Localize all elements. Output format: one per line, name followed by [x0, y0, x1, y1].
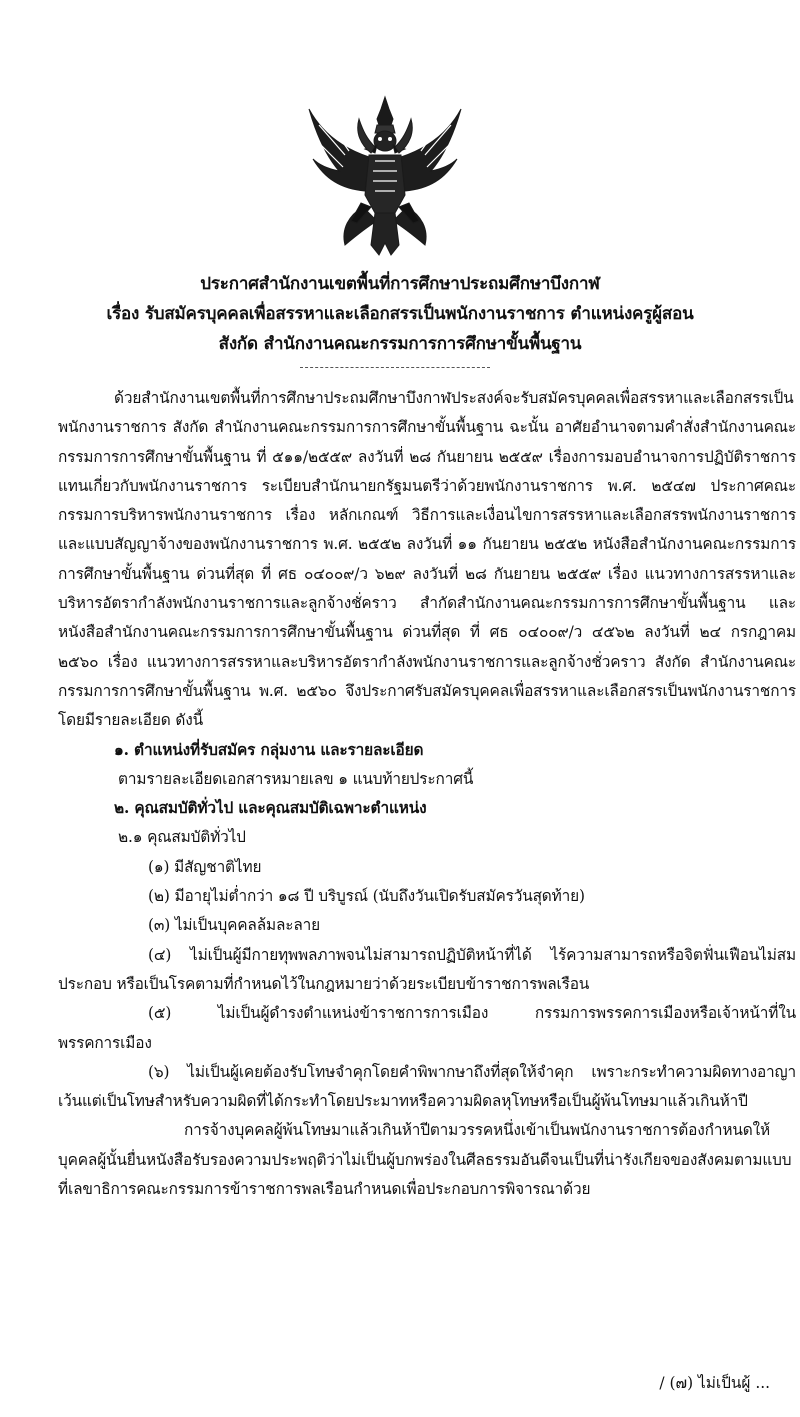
closing-paragraph: การจ้างบุคคลผู้พ้นโทษมาแล้วเกินห้าปีตามวรรคหนึ่งเข้าเป็นพนักงานราชการต้องกำหนดให้บุคคลผู้นั้นยื่นหนังสือรับรองความประพฤติว่าไม่เป็นผู้บกพร่องในศีลธรรมอันดีจนเป็นที่น่ารังเกียจของสังคมตามแบบที่เลขาธิการคณะกรรมการข้าราชการพลเรือนกำหนดเพื่อประกอบการพิจารณาด้วย [58, 1121, 792, 1199]
qualification-item: (๒) มีอายุไม่ต่ำกว่า ๑๘ ปี บริบูรณ์ (นับถึงวันเปิดรับสมัครวันสุดท้าย) [148, 887, 585, 906]
qualification-item: (๓) ไม่เป็นบุคคลล้มละลาย [148, 916, 321, 935]
qualification-item: (๖) ไม่เป็นผู้เคยต้องรับโทษจำคุกโดยคำพิพากษาถึงที่สุดให้จำคุก เพราะกระทำความผิดทางอาญา เว้นแต่เป็นโทษสำหรับความผิดที่ได้กระทำโดยประมาทหรือความผิดลหุโทษหรือเป็นผู้พ้นโทษมาแล้วเกินห้าปี [58, 1062, 796, 1111]
qualification-item: (๔) ไม่เป็นผู้มีกายทุพพลภาพจนไม่สามารถปฏิบัติหน้าที่ได้ ไร้ความสามารถหรือจิตฟั่นเฟือนไม่สมประกอบ หรือเป็นโรคตามที่กำหนดไว้ในกฎหมายว่าด้วยระเบียบข้าราชการพลเรือน [58, 945, 796, 993]
announcement-subject: เรื่อง รับสมัครบุคคลเพื่อสรรหาและเลือกสรรเป็นพนักงานราชการ ตำแหน่งครูผู้สอน [106, 304, 694, 324]
continuation-marker: / (๗) ไม่เป็นผู้ ... [659, 1374, 770, 1392]
intro-paragraph: ด้วยสำนักงานเขตพื้นที่การศึกษาประถมศึกษาบึงกาฬประสงค์จะรับสมัครบุคคลเพื่อสรรหาและเลือกสรรเป็นพนักงานราชการ สังกัด สำนักงานคณะกรรมการการศึกษาขั้นพื้นฐาน ฉะนั้น อาศัยอำนาจตามคำสั่งสำนักงานคณะกรรมการการศึกษาขั้นพื้นฐาน ที่ ๕๑๑/๒๕๕๙ ลงวันที่ ๒๘ กันยายน ๒๕๕๙ เรื่องการมอบอำนาจการปฏิบัติราชการแทนเกี่ยวกับพนักงานราชการ ระเบียบสำนักนายกรัฐมนตรีว่าด้วยพนักงานราชการ พ.ศ. ๒๕๔๗ ประกาศคณะกรรมการบริหารพนักงานราชการ เรื่อง หลักเกณฑ์ วิธีการและเงื่อนไขการสรรหาและเลือกสรรพนักงานราชการและแบบสัญญาจ้างของพนักงานราชการ พ.ศ. ๒๕๕๒ ลงวันที่ ๑๑ กันยายน ๒๕๕๒ หนังสือสำนักงานคณะกรรมการการศึกษาขั้นพื้นฐาน ด่วนที่สุด ที่ ศธ ๐๔๐๐๙/ว ๖๒๙ ลงวันที่ ๒๘ กันยายน ๒๕๕๙ เรื่อง แนวทางการสรรหาและบริหารอัตรากำลังพนักงานราชการและลูกจ้างชั่คราว สำกัดสำนักงานคณะกรรมการการศึกษาขั้นพื้นฐาน และหนังสือสำนักงานคณะกรรมการการศึกษาขั้นพื้นฐาน ด่วนที่สุด ที่ ศธ ๐๔๐๐๙/ว ๔๕๖๒ ลงวันที่ ๒๔ กรกฎาคม ๒๕๖๐ เรื่อง แนวทางการสรรหาและบริหารอัตรากำลังพนักงานราชการและลูกจ้างชั่วคราว สังกัด สำนักงานคณะกรรมการการศึกษาขั้นพื้นฐาน พ.ศ. ๒๕๖๐ จึงประกาศรับสมัครบุคคลเพื่อสรรหาและเลือกสรรเป็นพนักงานราชการ โดยมีรายละเอียด ดังนี้ [58, 389, 796, 730]
title-divider [300, 367, 490, 368]
announcement-affiliation: สังกัด สำนักงานคณะกรรมการการศึกษาขั้นพื้นฐาน [218, 334, 582, 354]
document-body [58, 384, 796, 1204]
section-2-heading: ๒. คุณสมบัติทั่วไป และคุณสมบัติเฉพาะตำแหน่ง [114, 799, 427, 818]
qualification-item: (๕) ไม่เป็นผู้ดำรงตำแหน่งข้าราชการการเมือง กรรมการพรรคการเมืองหรือเจ้าหน้าที่ในพรรคการเมือง [58, 1004, 796, 1052]
garuda-emblem-icon [305, 95, 465, 260]
section-1-text: ตามรายละเอียดเอกสารหมายเลข ๑ แนบท้ายประกาศนี้ [118, 769, 474, 788]
section-2-1-heading: ๒.๑ คุณสมบัติทั่วไป [118, 828, 246, 847]
qualification-item: (๑) มีสัญชาติไทย [148, 857, 262, 876]
announcement-title: ประกาศสำนักงานเขตพื้นที่การศึกษาประถมศึกษาบึงกาฬ [200, 274, 600, 294]
section-1-heading: ๑. ตำแหน่งที่รับสมัคร กลุ่มงาน และรายละเอียด [114, 740, 424, 759]
